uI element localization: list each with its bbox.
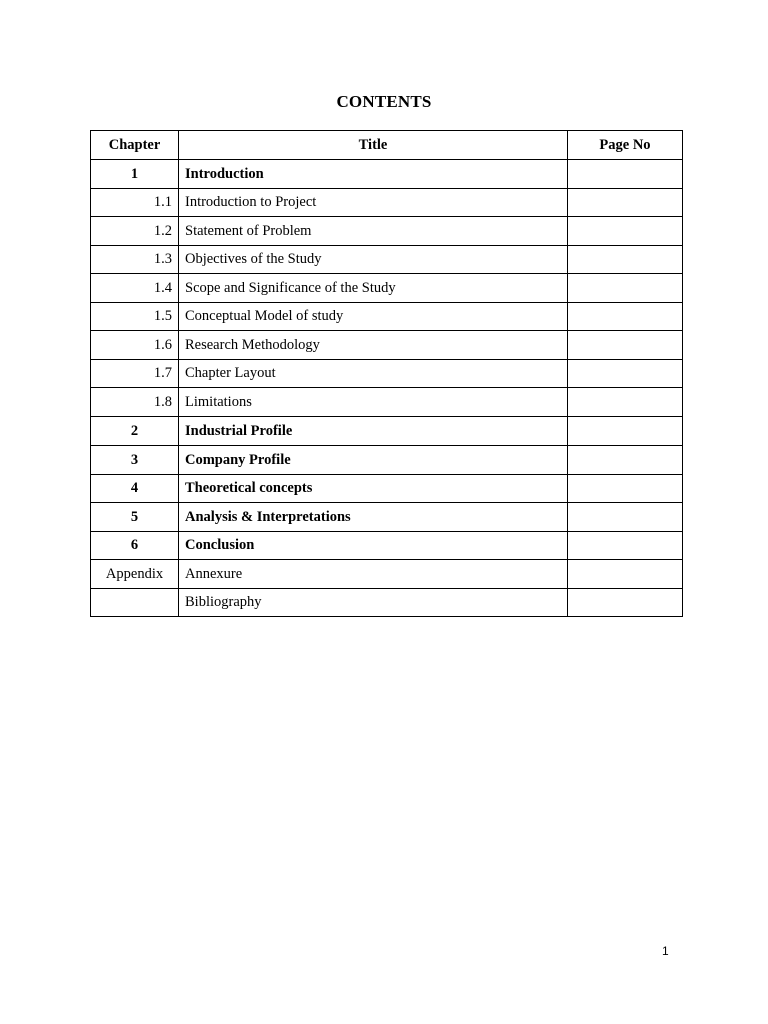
chapter-cell: 6 <box>91 532 179 560</box>
title-cell: Objectives of the Study <box>179 246 568 274</box>
table-row <box>91 246 683 274</box>
header-title: Title <box>179 131 568 160</box>
title-cell: Bibliography <box>179 589 568 617</box>
page-no-cell <box>568 331 683 360</box>
page-number: 1 <box>662 944 669 958</box>
page-no-cell <box>568 503 683 532</box>
page-no-cell <box>568 417 683 446</box>
chapter-cell: 1.1 <box>91 189 179 217</box>
title-cell: Chapter Layout <box>179 360 568 388</box>
page-no-cell <box>568 189 683 217</box>
chapter-cell <box>91 589 179 617</box>
page-no-cell <box>568 360 683 388</box>
header-page-no: Page No <box>568 131 683 160</box>
title-cell: Annexure <box>179 560 568 589</box>
table-row <box>91 589 683 617</box>
title-cell: Analysis & Interpretations <box>179 503 568 532</box>
table-row <box>91 388 683 417</box>
table-header-row <box>91 131 683 160</box>
page-no-cell <box>568 160 683 189</box>
table-row <box>91 560 683 589</box>
page-no-cell <box>568 475 683 503</box>
table-row <box>91 532 683 560</box>
table-row <box>91 446 683 475</box>
chapter-cell: 1.3 <box>91 246 179 274</box>
chapter-cell: 3 <box>91 446 179 475</box>
table-row <box>91 303 683 331</box>
table-row <box>91 417 683 446</box>
title-cell: Research Methodology <box>179 331 568 360</box>
table-body <box>91 160 683 617</box>
title-cell: Statement of Problem <box>179 217 568 246</box>
header-chapter: Chapter <box>91 131 179 160</box>
table-row <box>91 217 683 246</box>
title-cell: Theoretical concepts <box>179 475 568 503</box>
table-row <box>91 331 683 360</box>
title-cell: Conclusion <box>179 532 568 560</box>
title-cell: Scope and Significance of the Study <box>179 274 568 303</box>
page-no-cell <box>568 560 683 589</box>
chapter-cell: 4 <box>91 475 179 503</box>
title-cell: Conceptual Model of study <box>179 303 568 331</box>
title-cell: Industrial Profile <box>179 417 568 446</box>
title-cell: Introduction to Project <box>179 189 568 217</box>
table-row <box>91 503 683 532</box>
page-no-cell <box>568 589 683 617</box>
chapter-cell: 1.7 <box>91 360 179 388</box>
title-cell: Introduction <box>179 160 568 189</box>
contents-table <box>90 130 683 617</box>
page-no-cell <box>568 446 683 475</box>
page-no-cell <box>568 303 683 331</box>
chapter-cell: 5 <box>91 503 179 532</box>
page-no-cell <box>568 388 683 417</box>
page-no-cell <box>568 274 683 303</box>
table-row <box>91 274 683 303</box>
chapter-cell: 1.2 <box>91 217 179 246</box>
page-no-cell <box>568 532 683 560</box>
table-row <box>91 189 683 217</box>
chapter-cell: 1.4 <box>91 274 179 303</box>
table-row <box>91 160 683 189</box>
title-cell: Company Profile <box>179 446 568 475</box>
chapter-cell: 2 <box>91 417 179 446</box>
title-cell: Limitations <box>179 388 568 417</box>
chapter-cell: 1.8 <box>91 388 179 417</box>
table-row <box>91 475 683 503</box>
page-no-cell <box>568 246 683 274</box>
chapter-cell: 1.6 <box>91 331 179 360</box>
page-title: CONTENTS <box>336 92 432 111</box>
page-no-cell <box>568 217 683 246</box>
chapter-cell: 1.5 <box>91 303 179 331</box>
chapter-cell: Appendix <box>91 560 179 589</box>
chapter-cell: 1 <box>91 160 179 189</box>
table-row <box>91 360 683 388</box>
